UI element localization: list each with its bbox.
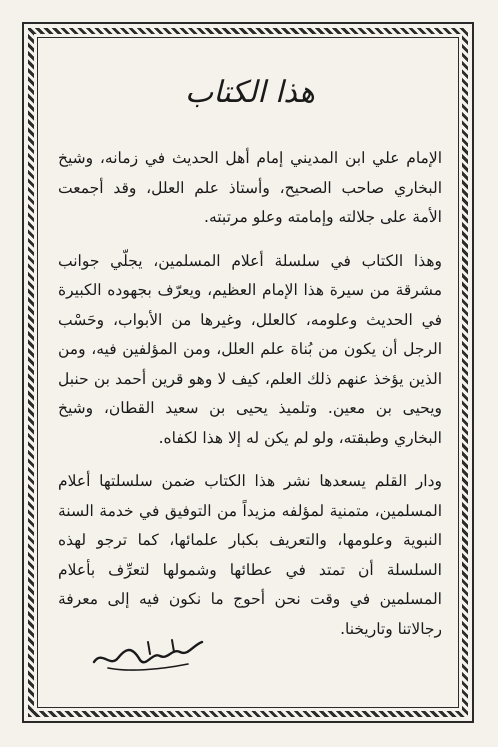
paragraph-1: الإمام علي ابن المديني إمام أهل الحديث في زمانه، وشيخ البخاري صاحب الصحيح، وأستاذ علم العلل، وقد أجمعت الأمة على جلالته وإمامته وعلو مرتبته. [58,149,442,226]
text-block [58,70,442,644]
page-title-text: هذا الكتاب [185,74,315,110]
paragraph-3: ودار القلم يسعدها نشر هذا الكتاب ضمن سلسلتها أعلام المسلمين، متمنية لمؤلفه مزيداً من التوفيق في خدمة السنة النبوية وعلومها، والتعريف بكبار علمائها، كما ترجو لهذه السلسلة أن تمتد في عطائها وشمولها لتعرِّف بأعلام المسلمين في وقت نحن أحوج ما نكون فيه إلى معرفة رجالاتنا وتاريخنا. [58,472,442,638]
handwritten-signature [88,632,208,676]
page-title [58,70,442,114]
paragraph-2: وهذا الكتاب في سلسلة أعلام المسلمين، يجلّي جوانب مشرقة من سيرة هذا الإمام العظيم، ويعرّف بجهوده الكبيرة في الحديث وعلومه، كالعلل، وغيرها من الأبواب، وحَسْب الرجل أن يكون من بُناة علم العلل، ومن المؤلفين فيه، ومن الذين يؤخذ عنهم ذلك العلم، كيف لا وهو قرين أحمد بن حنبل ويحيى بن معين. وتلميذ يحيى بن سعيد القطان، وشيخ البخاري وطبقته، ولو لم يكن له إلا هذا لكفاه. [58,251,442,447]
